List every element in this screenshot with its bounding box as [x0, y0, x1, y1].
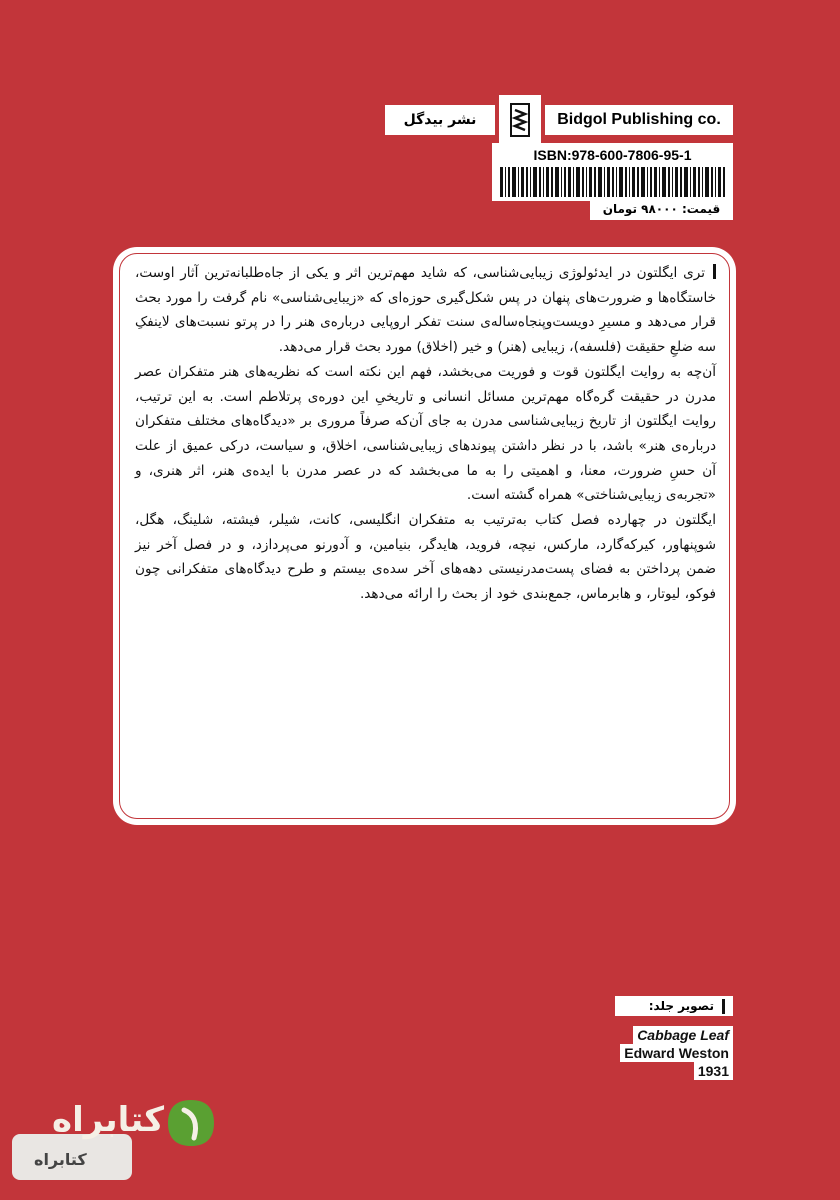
- cover-credit-label: تصویر جلد:: [615, 996, 733, 1016]
- description-paragraph-1: تری ایگلتون در ایدئولوژی زیبایی‌شناسی، که شاید مهم‌ترین اثر و یکی از جاه‌طلبانه‌ترین آثار اوست، خاستگاه‌ها و ضرورت‌های پنهان در پس شکل‌گیری حوزه‌ای که «زیبایی‌شناسی» نام گرفت را مورد بحث قرار می‌دهد و مسیرِ دویست‌وپنجاه‌ساله‌ی سنت تفکر اروپایی درباره‌ی هنر را در پرتو نسبت‌های لاینفکِ سه ضلعِ حقیقت (فلسفه)، زیبایی (هنر) و خیر (اخلاق) مورد بحث قرار می‌دهد.: [135, 265, 716, 356]
- cover-credit: [620, 1026, 733, 1080]
- cover-photo-year: 1931: [694, 1062, 733, 1080]
- publisher-logo-icon: [499, 95, 541, 145]
- watermark-small-text: کتابراه: [34, 1150, 87, 1169]
- barcode-block: [492, 143, 733, 201]
- cover-photo-title: Cabbage Leaf: [633, 1026, 733, 1044]
- description-paragraph-2: آن‌چه به روایت ایگلتون قوت و فوریت می‌بخشد، فهم این نکته است که نظریه‌های هنر متفکران عصر مدرن در حقیقت گره‌گاه مهم‌ترین مسائل انسانی و تاریخیِ این دوره‌ی پرتلاطم است. به این ترتیب، روایت ایگلتون از تاریخ زیبایی‌شناسی مدرن به جای آن‌که صرفاً مروری بر «دیدگاه‌های مختلف متفکران درباره‌ی هنر» باشد، با در نظر داشتن پیوندهای زیبایی‌شناسی، اخلاق، و سیاست، درکی عمیق از علت آن حسِ ضرورت، معنا، و اهمیتی را به ما می‌بخشد که در عصر مدرن با ایده‌ی هنر، اثر هنری، و «تجربه‌ی زیبایی‌شناختی» همراه گشته است.: [135, 363, 716, 504]
- barcode-icon: [500, 167, 725, 197]
- description-text: [135, 261, 716, 607]
- publisher-header: [385, 95, 733, 145]
- leaf-icon: [164, 1096, 218, 1150]
- price-label: قیمت: ۹۸۰۰۰ تومان: [590, 198, 733, 220]
- paragraph-marker: [713, 264, 716, 279]
- publisher-name-en: Bidgol Publishing co.: [545, 105, 733, 135]
- isbn-text: ISBN:978-600-7806-95-1: [533, 147, 692, 163]
- credit-marker: [722, 999, 725, 1014]
- description-paragraph-3: ایگلتون در چهارده فصل کتاب به‌ترتیب به متفکران انگلیسی، کانت، شیلر، فیشته، شلینگ، هگل، شوپنهاور، کیرکه‌گارد، مارکس، نیچه، فروید، هایدگر، بنیامین، و آدورنو می‌پردازد، و در فصل آخر نیز ضمن پرداختن به فضای پست‌مدرنیستی دهه‌های آخر سده‌ی بیستم و طرح دیدگاه‌های متفکرانی چون فوکو، لیوتار، و هابرماس، جمع‌بندی خود از بحث را ارائه می‌دهد.: [135, 512, 716, 603]
- watermark-text: کتابراه: [52, 1100, 165, 1140]
- description-box: [113, 247, 736, 825]
- ketabrah-watermark: [12, 1090, 212, 1190]
- publisher-name-fa: نشر بیدگل: [385, 105, 495, 135]
- cover-photo-author: Edward Weston: [620, 1044, 733, 1062]
